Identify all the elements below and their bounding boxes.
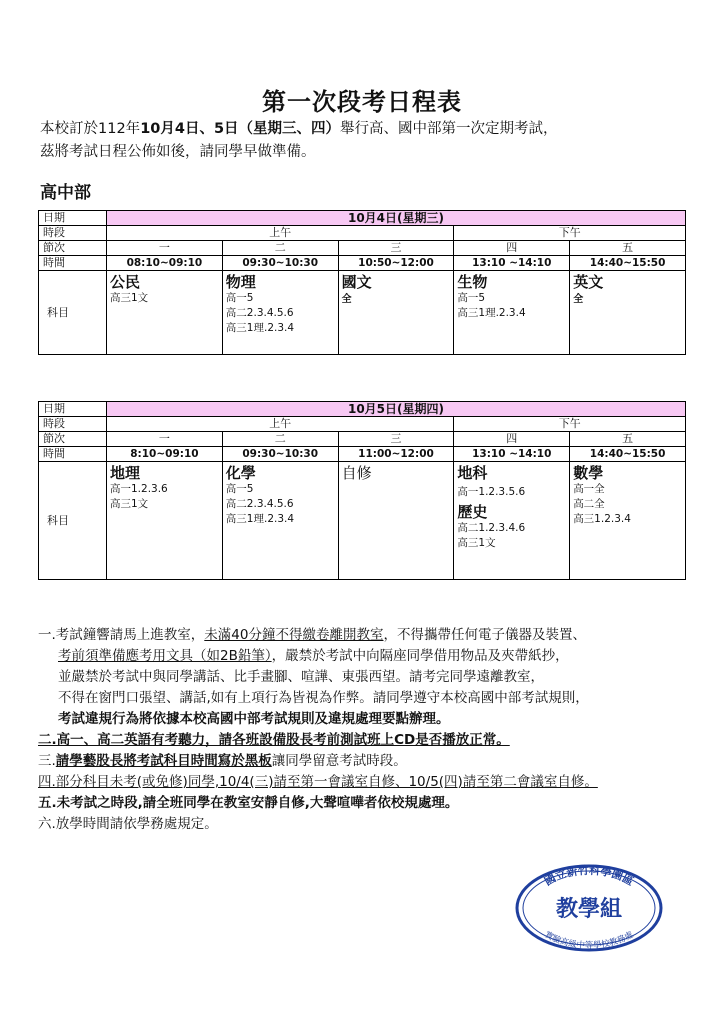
notes-list: [38, 625, 688, 835]
date-label: 日期: [39, 211, 107, 226]
class-list: 高二1.2.3.4.6: [457, 522, 526, 534]
subject-name: 數學: [573, 464, 604, 482]
class-list: 高三1理.2.3.4: [225, 513, 295, 525]
all-mark: 全: [573, 294, 584, 305]
segment-label: 時段: [39, 417, 107, 432]
class-list: 高二全: [573, 498, 605, 510]
class-list: 高一5: [457, 292, 486, 304]
note-text-bold: 考試違規行為將依據本校高國中部考試規則及違規處理要點辦理。: [58, 711, 450, 727]
schedule-table-day2: [38, 401, 686, 580]
subject-cell: [338, 271, 454, 355]
time-cell: 09:30~10:30: [222, 447, 338, 462]
class-list: 高三1文: [457, 537, 496, 549]
intro-text-1: 本校訂於112年: [40, 121, 141, 137]
period-label: 節次: [39, 432, 107, 447]
day2-date: 10月5日(星期四): [107, 402, 686, 417]
intro-text-2: 舉行高、國中部第一次定期考試，: [340, 121, 558, 137]
period-3: 三: [338, 241, 454, 256]
subject-cell: [570, 462, 686, 580]
class-list: 高一5: [225, 483, 254, 495]
note-text: 讓同學留意考試時段。: [271, 753, 407, 769]
class-list: 高二2.3.4.5.6: [225, 498, 294, 510]
section-heading: 高中部: [40, 183, 91, 203]
subject-cell: [570, 271, 686, 355]
subject-name: 生物: [457, 273, 488, 291]
class-list: 高三1理.2.3.4: [457, 307, 526, 319]
note-text: 一.考試鐘響請馬上進教室，: [38, 627, 205, 643]
note-6: 六.放學時間請依學務處規定。: [38, 816, 218, 832]
class-list: 高二2.3.4.5.6: [225, 307, 294, 319]
am-label: 上午: [107, 417, 454, 432]
time-cell: 11:00~12:00: [338, 447, 454, 462]
subject-name: 物理: [225, 273, 256, 291]
subject-cell: [107, 271, 223, 355]
note-text: 三.: [38, 753, 56, 769]
subject-cell: [107, 462, 223, 580]
period-1: 一: [107, 241, 223, 256]
note-5: 五.未考試之時段,請全班同學在教室安靜自修,大聲喧嘩者依校規處理。: [38, 795, 459, 811]
stamp-top-text: 國立新竹科學園區: [542, 864, 636, 889]
note-2: 二.高一、高二英語有考聽力，請各班設備股長考前測試班上CD是否播放正常。: [38, 732, 510, 748]
time-cell: 09:30~10:30: [222, 256, 338, 271]
subject-name: 英文: [573, 273, 604, 291]
class-list: 高三1.2.3.4: [573, 513, 631, 525]
subject-label: 科目: [39, 271, 107, 355]
class-list: 高三1文: [110, 498, 149, 510]
note-text: ，不得攜帶任何電子儀器及裝置、: [383, 627, 586, 643]
period-2: 二: [222, 432, 338, 447]
time-cell: 08:10~09:10: [107, 256, 223, 271]
period-2: 二: [222, 241, 338, 256]
subject-name: 化學: [225, 464, 256, 482]
time-cell: 10:50~12:00: [338, 256, 454, 271]
office-seal-stamp: [514, 864, 664, 952]
subject-name: 地理: [110, 464, 141, 482]
note-text-underlined: 未滿40分鐘不得繳卷離開教室: [204, 627, 384, 643]
stamp-bottom-text: 實驗高級中等學校教務處: [542, 929, 636, 951]
period-3: 三: [338, 432, 454, 447]
subject-cell: [338, 462, 454, 580]
class-list: 高一1.2.3.6: [110, 483, 168, 495]
note-text: 並嚴禁於考試中與同學講話、比手畫腳、喧譁、東張西望。請考完同學遠離教室，: [58, 669, 544, 685]
subject-name: 公民: [110, 273, 141, 291]
stamp-center-text: 教學組: [555, 896, 623, 922]
segment-label: 時段: [39, 226, 107, 241]
pm-label: 下午: [454, 417, 686, 432]
class-list: 高一1.2.3.5.6: [457, 486, 526, 498]
time-cell: 13:10 ~14:10: [454, 256, 570, 271]
pm-label: 下午: [454, 226, 686, 241]
time-cell: 13:10 ~14:10: [454, 447, 570, 462]
intro-dates: 10月4日、5日（星期三、四）: [140, 121, 341, 137]
subject-cell: [454, 271, 570, 355]
note-text: ，嚴禁於考試中向隔座同學借用物品及夾帶紙抄，: [271, 648, 569, 664]
subject-label: 科目: [39, 462, 107, 580]
period-4: 四: [454, 241, 570, 256]
subject-cell: [454, 462, 570, 580]
note-3: [38, 751, 688, 772]
class-list: 高一5: [225, 292, 254, 304]
subject-name: 自修: [341, 464, 372, 482]
note-4: 四.部分科目未考(或免修)同學,10/4(三)請至第一會議室自修、10/5(四)請至第二會議室自修。: [38, 774, 598, 790]
note-text: 不得在窗門口張望、講話,如有上項行為皆視為作弊。請同學遵守本校高國中部考試規則，: [58, 690, 589, 706]
class-list: 高三1理.2.3.4: [225, 322, 295, 334]
note-text-bold: 請學藝股長將考試科目時間寫於黑板: [55, 753, 272, 769]
note-text-underlined: 考前須準備應考用文具（如2B鉛筆）: [58, 648, 272, 664]
am-label: 上午: [107, 226, 454, 241]
subject-name: 地科: [457, 464, 488, 482]
schedule-table-day1: [38, 210, 686, 355]
page-title: 第一次段考日程表: [262, 88, 462, 116]
all-mark: 全: [341, 294, 352, 305]
time-cell: 14:40~15:50: [570, 447, 686, 462]
time-cell: 14:40~15:50: [570, 256, 686, 271]
day1-date: 10月4日(星期三): [107, 211, 686, 226]
class-list: 高三1文: [110, 292, 149, 304]
time-cell: 8:10~09:10: [107, 447, 223, 462]
date-label: 日期: [39, 402, 107, 417]
period-1: 一: [107, 432, 223, 447]
subject-cell: [222, 271, 338, 355]
time-label: 時間: [39, 256, 107, 271]
intro-text-3: 茲將考試日程公佈如後，請同學早做準備。: [40, 144, 316, 160]
intro-paragraph: [40, 118, 700, 164]
note-1: [38, 625, 688, 730]
period-5: 五: [570, 432, 686, 447]
period-4: 四: [454, 432, 570, 447]
time-label: 時間: [39, 447, 107, 462]
subject-name: 國文: [341, 273, 372, 291]
period-5: 五: [570, 241, 686, 256]
subject-name: 歷史: [457, 503, 488, 521]
subject-cell: [222, 462, 338, 580]
class-list: 高一全: [573, 483, 605, 495]
period-label: 節次: [39, 241, 107, 256]
